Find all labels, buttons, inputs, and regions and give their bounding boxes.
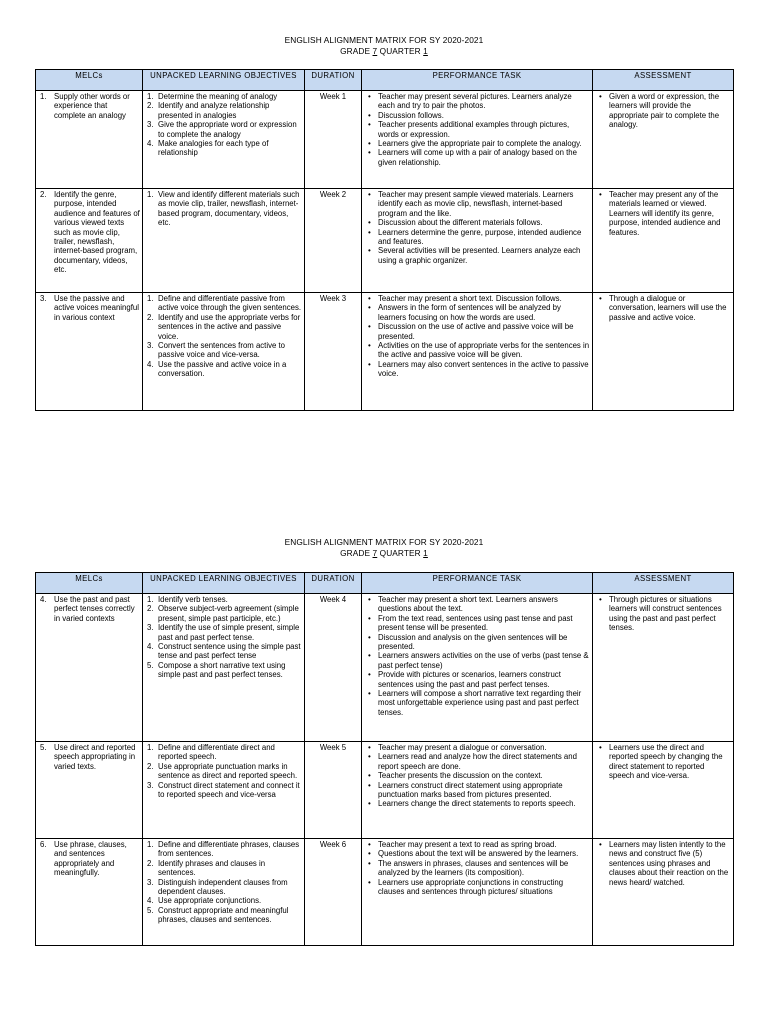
task-item: • Learners answers activities on the use of verbs (past tense & past perfect tense) xyxy=(364,651,590,670)
table-row xyxy=(36,742,734,839)
objective-item: 4. Use the passive and active voice in a conversation. xyxy=(147,359,287,379)
assessment-item: • Given a word or expression, the learners will provide the appropriate pair to complete the analogy. xyxy=(595,92,731,130)
task-item: • Learners give the appropriate pair to complete the analogy. xyxy=(364,139,590,148)
objective-item: 1. Determine the meaning of analogy xyxy=(147,92,278,101)
col-header-performance-task: PERFORMANCE TASK xyxy=(362,573,593,594)
assessment-item: • Through pictures or situations learners will construct sentences using the past and past perfect tenses. xyxy=(595,595,731,633)
heading-title: ENGLISH ALIGNMENT MATRIX FOR SY 2020-2021 xyxy=(284,537,484,547)
duration-cell: Week 5 xyxy=(305,742,362,839)
objective-item: 4. Make analogies for each type of relationship xyxy=(147,139,269,158)
task-item: • Teacher may present a dialogue or conversation. xyxy=(364,743,590,752)
objective-item: 5. Compose a short narrative text using simple past and past perfect tenses. xyxy=(147,660,286,680)
task-item: • Learners read and analyze how the direct statements and report speech are done. xyxy=(364,752,590,771)
objective-item: 3. Identify the use of simple present, simple past and past perfect tense. xyxy=(147,623,300,642)
task-item: • Discussion about the different materials follows. xyxy=(364,218,590,227)
objective-item: 2. Identify and use the appropriate verbs for sentences in the active and passive voice. xyxy=(147,312,301,341)
matrix-heading xyxy=(0,537,768,559)
table-row xyxy=(36,293,734,411)
performance-task-cell xyxy=(362,189,593,293)
col-header-objectives: UNPACKED LEARNING OBJECTIVES xyxy=(143,573,305,594)
objective-item: 4. Use appropriate conjunctions. xyxy=(147,896,262,906)
col-header-melcs: MELCs xyxy=(36,70,143,91)
task-item: • Teacher may present a text to read as spring broad. xyxy=(364,840,590,849)
objective-item: 1. Define and differentiate direct and reported speech. xyxy=(147,743,275,762)
objective-item: 3. Convert the sentences from active to passive voice and vice-versa. xyxy=(147,341,285,360)
assessment-cell xyxy=(593,594,734,742)
performance-task-cell xyxy=(362,91,593,189)
col-header-duration: DURATION xyxy=(305,70,362,91)
melc-cell: 4. Use the past and past perfect tenses correctly in varied contexts xyxy=(36,594,143,742)
performance-task-cell xyxy=(362,594,593,742)
objectives-cell xyxy=(143,594,305,742)
heading-title: ENGLISH ALIGNMENT MATRIX FOR SY 2020-2021 xyxy=(284,35,484,45)
col-header-assessment: ASSESSMENT xyxy=(593,70,734,91)
performance-task-cell xyxy=(362,742,593,839)
objective-item: 1. Define and differentiate phrases, clauses from sentences. xyxy=(147,840,300,859)
objectives-cell xyxy=(143,742,305,839)
assessment-cell xyxy=(593,91,734,189)
assessment-cell xyxy=(593,839,734,946)
performance-task-cell xyxy=(362,293,593,411)
task-item: • Learners may also convert sentences in the active to passive voice. xyxy=(364,360,590,379)
assessment-item: • Learners use the direct and reported speech by changing the direct statement to reported speech and vice-versa. xyxy=(595,743,731,781)
duration-cell: Week 1 xyxy=(305,91,362,189)
assessment-item: • Learners may listen intently to the news and construct five (5) sentences using phrases and clauses about their reaction on the news heard/ watched. xyxy=(595,840,731,887)
assessment-cell xyxy=(593,189,734,293)
table-header-row xyxy=(36,573,734,594)
col-header-assessment: ASSESSMENT xyxy=(593,573,734,594)
assessment-item: • Teacher may present any of the materials learned or viewed. Learners will identify its genre, purpose, intended audience and features. xyxy=(595,190,731,237)
duration-cell: Week 2 xyxy=(305,189,362,293)
objective-item: 3. Distinguish independent clauses from dependent clauses. xyxy=(147,877,288,897)
objective-item: 2. Use appropriate punctuation marks in sentence as direct and reported speech. xyxy=(147,761,298,781)
objective-item: 2. Identify and analyze relationship presented in analogies xyxy=(147,101,270,120)
melc-cell: 1. Supply other words or experience that complete an analogy xyxy=(36,91,143,189)
col-header-melcs: MELCs xyxy=(36,573,143,594)
assessment-item: • Through a dialogue or conversation, learners will use the passive and active voice. xyxy=(595,294,731,322)
task-item: • Learners will come up with a pair of analogy based on the given relationship. xyxy=(364,148,590,167)
task-item: • Discussion and analysis on the given sentences will be presented. xyxy=(364,633,590,652)
melc-cell: 2. Identify the genre, purpose, intended audience and features of various viewed texts such as movie clip, trailer, newsflash, internet-based program, documentary, videos, etc. xyxy=(36,189,143,293)
task-item: • Teacher may present a short text. Discussion follows. xyxy=(364,294,590,303)
melc-cell: 5. Use direct and reported speech appropriating in varied texts. xyxy=(36,742,143,839)
heading-grade-quarter: GRADE 7 QUARTER 1 xyxy=(340,46,428,56)
task-item: • Learners will compose a short narrative text regarding their most unforgettable experience using past and past perfect tenses. xyxy=(364,689,590,717)
task-item: • Learners change the direct statements to reports speech. xyxy=(364,799,590,808)
table-header-row xyxy=(36,70,734,91)
heading-grade-quarter: GRADE 7 QUARTER 1 xyxy=(340,548,428,558)
task-item: • Discussion follows. xyxy=(364,111,590,120)
objectives-cell xyxy=(143,189,305,293)
duration-cell: Week 4 xyxy=(305,594,362,742)
objective-item: 3. Give the appropriate word or expression to complete the analogy xyxy=(147,120,297,139)
task-item: • From the text read, sentences using past tense and past present tense will be presented. xyxy=(364,614,590,633)
grade-value: 7 xyxy=(372,548,378,558)
objective-item: 1. View and identify different materials such as movie clip, trailer, newsflash, internet-based program, documentary, videos, etc. xyxy=(147,190,300,228)
table-row xyxy=(36,594,734,742)
objective-item: 1. Identify verb tenses. xyxy=(147,595,228,604)
melc-cell: 3. Use the passive and active voices meaningful in various context xyxy=(36,293,143,411)
table-row xyxy=(36,189,734,293)
col-header-objectives: UNPACKED LEARNING OBJECTIVES xyxy=(143,70,305,91)
alignment-matrix-table xyxy=(35,572,734,946)
objective-item: 3. Construct direct statement and connect it to reported speech and vice-versa xyxy=(147,780,300,800)
task-item: • Teacher presents additional examples through pictures, words or expression. xyxy=(364,120,590,139)
duration-cell: Week 3 xyxy=(305,293,362,411)
task-item: • Teacher may present a short text. Learners answers questions about the text. xyxy=(364,595,590,614)
task-item: • Teacher presents the discussion on the context. xyxy=(364,771,590,780)
assessment-cell xyxy=(593,293,734,411)
objective-item: 1. Define and differentiate passive from active voice through the given sentences. xyxy=(147,294,302,313)
quarter-value: 1 xyxy=(423,548,428,558)
task-item: • Teacher may present several pictures. Learners analyze each and try to pair the photos. xyxy=(364,92,590,111)
table-row xyxy=(36,91,734,189)
objectives-cell xyxy=(143,293,305,411)
task-item: • Questions about the text will be answered by the learners. xyxy=(364,849,590,858)
task-item: • Teacher may present sample viewed materials. Learners identify each as movie clip, newsflash, internet-based program and the like. xyxy=(364,190,590,218)
task-item: • Learners construct direct statement using appropriate punctuation marks based from pictures presented. xyxy=(364,781,590,800)
task-item: • Activities on the use of appropriate verbs for the sentences in the active and passive voice will be given. xyxy=(364,341,590,360)
task-item: • Answers in the form of sentences will be analyzed by learners focusing on how the words are used. xyxy=(364,303,590,322)
objective-item: 4. Construct sentence using the simple past tense and past perfect tense xyxy=(147,642,301,661)
duration-cell: Week 6 xyxy=(305,839,362,946)
task-item: • Learners determine the genre, purpose, intended audience and features. xyxy=(364,228,590,247)
objective-item: 2. Observe subject-verb agreement (simple present, simple past participle, etc.) xyxy=(147,604,299,623)
melc-cell: 6. Use phrase, clauses, and sentences appropriately and meaningfully. xyxy=(36,839,143,946)
objectives-cell xyxy=(143,91,305,189)
task-item: • Several activities will be presented. Learners analyze each using a graphic organizer. xyxy=(364,246,590,265)
task-item: • Learners use appropriate conjunctions in constructing clauses and sentences through pictures/ situations xyxy=(364,878,590,897)
task-item: • The answers in phrases, clauses and sentences will be analyzed by the learners (its composition). xyxy=(364,859,590,878)
objective-item: 5. Construct appropriate and meaningful phrases, clauses and sentences. xyxy=(147,905,289,925)
objective-item: 2. Identify phrases and clauses in sentences. xyxy=(147,858,266,878)
performance-task-cell xyxy=(362,839,593,946)
quarter-value: 1 xyxy=(423,46,428,56)
task-item: • Discussion on the use of active and passive voice will be presented. xyxy=(364,322,590,341)
col-header-duration: DURATION xyxy=(305,573,362,594)
col-header-performance-task: PERFORMANCE TASK xyxy=(362,70,593,91)
assessment-cell xyxy=(593,742,734,839)
task-item: • Provide with pictures or scenarios, learners construct sentences using the past and past perfect tenses. xyxy=(364,670,590,689)
objectives-cell xyxy=(143,839,305,946)
grade-value: 7 xyxy=(372,46,378,56)
alignment-matrix-table xyxy=(35,69,734,411)
table-row xyxy=(36,839,734,946)
matrix-heading xyxy=(0,35,768,57)
